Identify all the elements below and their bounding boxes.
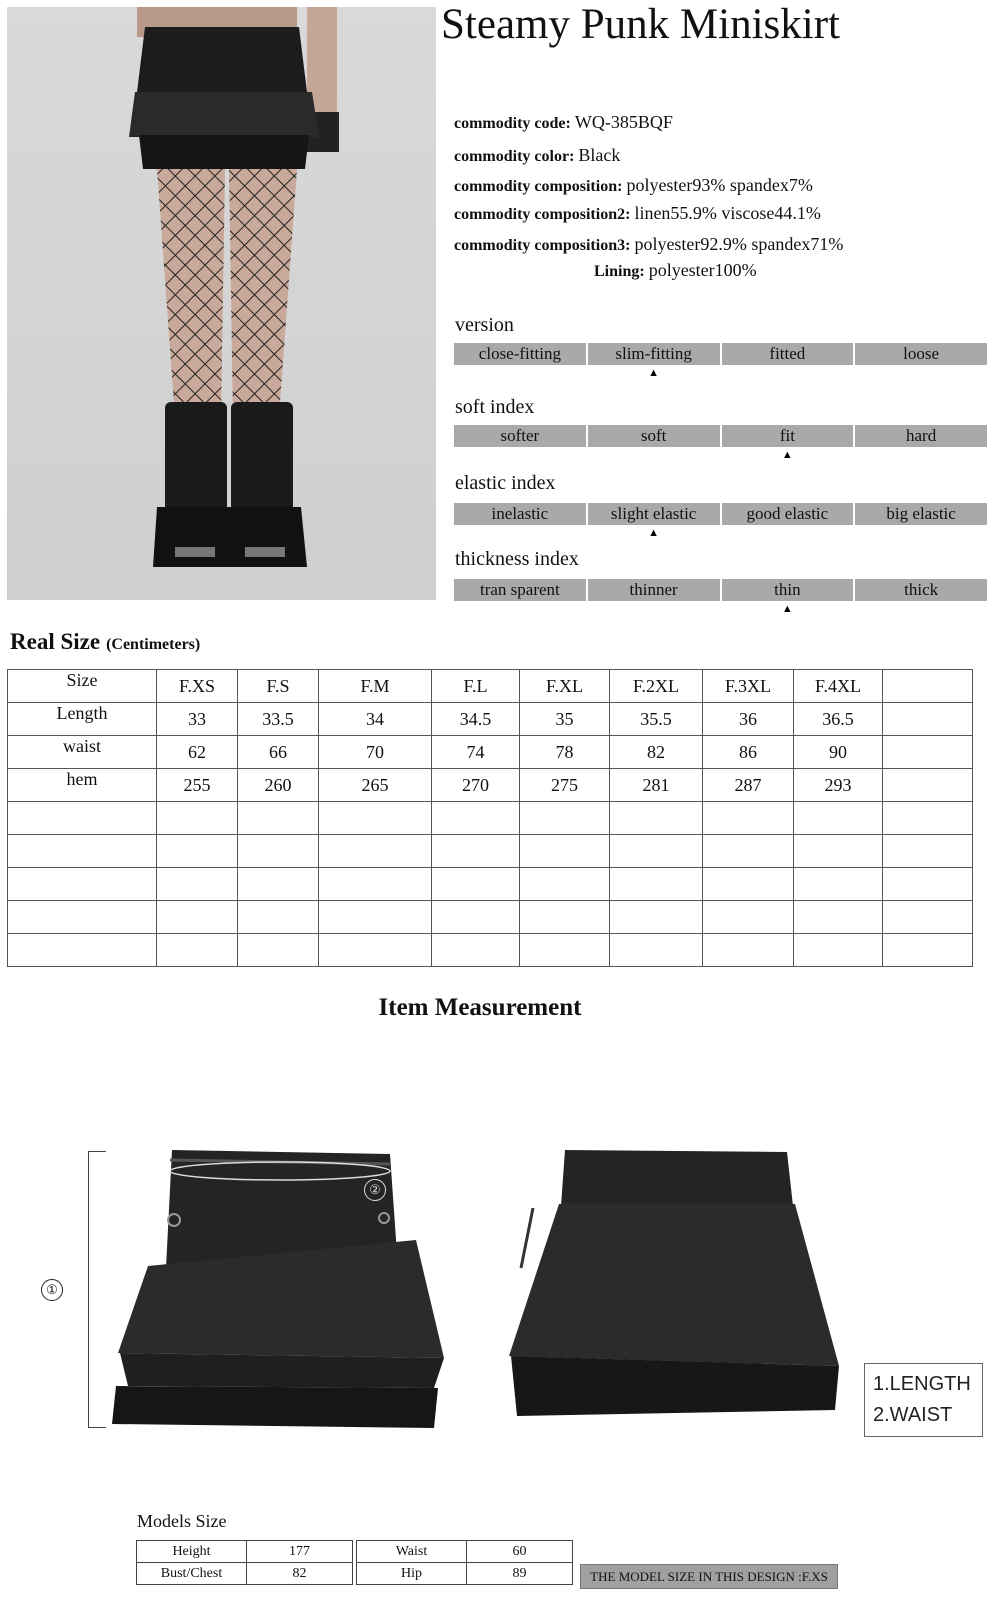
size-cell xyxy=(883,835,973,868)
index-option xyxy=(454,503,586,525)
index-option xyxy=(855,425,987,447)
size-row xyxy=(8,868,973,901)
selected-marker-icon: ▲ xyxy=(648,527,660,539)
size-header-cell: F.S xyxy=(238,670,319,703)
size-cell xyxy=(432,934,520,967)
size-cell xyxy=(610,901,703,934)
model-bust-label: Bust/Chest xyxy=(137,1563,247,1585)
model-hip-label: Hip xyxy=(357,1563,467,1585)
size-cell xyxy=(8,835,157,868)
size-cell xyxy=(157,901,238,934)
index-row xyxy=(454,579,987,615)
size-cell: 78 xyxy=(520,736,610,769)
index-option-label: tran sparent xyxy=(479,580,560,599)
index-option xyxy=(722,425,854,461)
spec-value: polyester100% xyxy=(648,260,757,280)
size-cell xyxy=(703,868,794,901)
size-cell xyxy=(794,934,883,967)
spec-key: commodity composition2: xyxy=(454,206,631,223)
size-cell: 260 xyxy=(238,769,319,802)
size-cell xyxy=(319,802,432,835)
size-cell xyxy=(883,901,973,934)
model-size-note: THE MODEL SIZE IN THIS DESIGN :F.XS xyxy=(580,1564,838,1589)
size-cell xyxy=(703,934,794,967)
index-option-label: slim-fitting xyxy=(615,344,692,363)
index-option-label: good elastic xyxy=(746,504,829,523)
index-option xyxy=(722,343,854,365)
models-table-right xyxy=(356,1540,573,1585)
size-row xyxy=(8,934,973,967)
size-cell xyxy=(883,736,973,769)
size-cell xyxy=(610,934,703,967)
size-header-cell xyxy=(883,670,973,703)
size-cell xyxy=(703,901,794,934)
size-cell xyxy=(703,802,794,835)
size-row xyxy=(8,835,973,868)
model-height-label: Height xyxy=(137,1541,247,1563)
index-label: version xyxy=(455,314,514,336)
size-cell: 34.5 xyxy=(432,703,520,736)
size-cell xyxy=(794,802,883,835)
selected-marker-icon: ▲ xyxy=(648,367,660,379)
index-option xyxy=(588,579,720,601)
spec-value: Black xyxy=(578,145,621,165)
index-option xyxy=(722,579,854,615)
spec-row xyxy=(454,234,843,255)
index-option-label: close-fitting xyxy=(478,344,561,363)
selected-marker-icon: ▲ xyxy=(781,449,793,461)
size-cell: waist xyxy=(8,736,157,769)
skirt-front-image xyxy=(108,1148,453,1438)
size-cell: 270 xyxy=(432,769,520,802)
size-cell: 34 xyxy=(319,703,432,736)
spec-key: commodity code: xyxy=(454,115,571,132)
size-cell xyxy=(157,802,238,835)
index-option xyxy=(588,425,720,447)
index-option-label: hard xyxy=(906,426,937,445)
size-header-row xyxy=(8,670,973,703)
size-cell: 255 xyxy=(157,769,238,802)
index-option-label: thick xyxy=(904,580,939,599)
size-cell: 70 xyxy=(319,736,432,769)
models-table-left xyxy=(136,1540,353,1585)
spec-key: commodity composition3: xyxy=(454,237,631,254)
size-header-cell: F.M xyxy=(319,670,432,703)
index-label: elastic index xyxy=(455,472,556,494)
product-title: Steamy Punk Miniskirt xyxy=(441,1,840,48)
size-cell xyxy=(883,868,973,901)
model-waist-value: 60 xyxy=(467,1541,573,1563)
size-cell xyxy=(238,934,319,967)
real-size-title xyxy=(10,629,200,655)
size-cell: 293 xyxy=(794,769,883,802)
size-header-cell: F.3XL xyxy=(703,670,794,703)
size-cell xyxy=(703,835,794,868)
model-bust-value: 82 xyxy=(247,1563,353,1585)
waist-marker: ② xyxy=(364,1179,386,1201)
size-cell xyxy=(238,802,319,835)
spec-row xyxy=(454,175,813,196)
legend-length: 1.LENGTH xyxy=(873,1373,971,1395)
spec-value: WQ-385BQF xyxy=(574,112,673,132)
size-cell xyxy=(520,835,610,868)
size-header-cell: F.XL xyxy=(520,670,610,703)
index-option-label: fitted xyxy=(769,344,806,363)
skirt-back-image xyxy=(505,1148,850,1433)
size-cell: 33 xyxy=(157,703,238,736)
size-cell: 35.5 xyxy=(610,703,703,736)
size-cell xyxy=(157,934,238,967)
spec-row xyxy=(454,203,821,224)
size-cell: 62 xyxy=(157,736,238,769)
size-cell xyxy=(520,802,610,835)
size-cell xyxy=(883,769,973,802)
index-option-label: big elastic xyxy=(886,504,956,523)
size-cell xyxy=(319,934,432,967)
size-cell: 66 xyxy=(238,736,319,769)
size-cell xyxy=(610,868,703,901)
size-cell: 281 xyxy=(610,769,703,802)
size-row xyxy=(8,901,973,934)
size-header-cell: F.2XL xyxy=(610,670,703,703)
index-option xyxy=(454,579,586,601)
size-cell xyxy=(319,868,432,901)
size-cell: hem xyxy=(8,769,157,802)
models-size-title: Models Size xyxy=(137,1511,227,1531)
size-cell xyxy=(432,802,520,835)
length-marker: ① xyxy=(41,1279,63,1301)
size-cell xyxy=(610,835,703,868)
size-cell: 287 xyxy=(703,769,794,802)
product-photo xyxy=(7,7,436,600)
index-label: soft index xyxy=(455,396,535,418)
index-option xyxy=(454,343,586,365)
size-cell xyxy=(8,868,157,901)
size-cell xyxy=(238,901,319,934)
selected-marker-icon: ▲ xyxy=(781,603,793,615)
size-cell: Length xyxy=(8,703,157,736)
index-row xyxy=(454,503,987,539)
size-cell xyxy=(8,934,157,967)
size-cell xyxy=(238,835,319,868)
spec-value: polyester93% spandex7% xyxy=(626,175,813,195)
size-cell xyxy=(8,802,157,835)
size-row xyxy=(8,736,973,769)
size-row xyxy=(8,802,973,835)
item-measurement-title: Item Measurement xyxy=(378,994,582,1021)
index-option-label: slight elastic xyxy=(610,504,697,523)
spec-key: commodity composition: xyxy=(454,178,623,195)
size-cell xyxy=(883,934,973,967)
size-cell: 33.5 xyxy=(238,703,319,736)
spec-key: Lining: xyxy=(594,263,645,280)
index-option-label: fit xyxy=(779,426,795,445)
size-cell xyxy=(432,835,520,868)
size-cell: 275 xyxy=(520,769,610,802)
index-option xyxy=(855,579,987,601)
index-option xyxy=(722,503,854,525)
size-cell: 74 xyxy=(432,736,520,769)
size-cell xyxy=(157,868,238,901)
size-cell xyxy=(238,868,319,901)
size-cell xyxy=(157,835,238,868)
real-size-unit: (Centimeters) xyxy=(106,636,201,653)
spec-row xyxy=(454,112,673,133)
size-cell xyxy=(794,901,883,934)
index-option xyxy=(454,425,586,447)
size-table xyxy=(7,669,973,967)
index-option-label: softer xyxy=(500,426,540,445)
size-cell: 36 xyxy=(703,703,794,736)
size-cell xyxy=(319,835,432,868)
size-header-cell: F.4XL xyxy=(794,670,883,703)
index-option-label: loose xyxy=(903,344,940,363)
size-cell: 35 xyxy=(520,703,610,736)
size-cell xyxy=(883,703,973,736)
size-row xyxy=(8,769,973,802)
size-cell xyxy=(319,901,432,934)
spec-value: polyester92.9% spandex71% xyxy=(634,234,844,254)
size-cell xyxy=(432,868,520,901)
index-option xyxy=(588,343,720,379)
size-cell xyxy=(8,901,157,934)
size-cell xyxy=(794,835,883,868)
legend-waist: 2.WAIST xyxy=(873,1404,953,1426)
size-header-cell: F.XS xyxy=(157,670,238,703)
spec-value: linen55.9% viscose44.1% xyxy=(634,203,821,223)
size-row xyxy=(8,703,973,736)
size-cell: 86 xyxy=(703,736,794,769)
model-height-value: 177 xyxy=(247,1541,353,1563)
spec-row xyxy=(594,260,757,281)
size-cell xyxy=(610,802,703,835)
model-waist-label: Waist xyxy=(357,1541,467,1563)
index-option-label: thin xyxy=(774,580,801,599)
spec-key: commodity color: xyxy=(454,148,575,165)
size-cell xyxy=(520,868,610,901)
size-cell: 90 xyxy=(794,736,883,769)
measurement-legend xyxy=(864,1363,983,1437)
size-header-cell: F.L xyxy=(432,670,520,703)
index-row xyxy=(454,343,987,379)
index-row xyxy=(454,425,987,461)
size-cell xyxy=(432,901,520,934)
size-cell xyxy=(520,934,610,967)
spec-row xyxy=(454,145,620,166)
index-option xyxy=(855,343,987,365)
index-label: thickness index xyxy=(455,548,579,570)
size-cell: 82 xyxy=(610,736,703,769)
size-header-cell: Size xyxy=(8,670,157,703)
index-option-label: thinner xyxy=(629,580,678,599)
model-hip-value: 89 xyxy=(467,1563,573,1585)
index-option-label: soft xyxy=(640,426,667,445)
size-cell xyxy=(520,901,610,934)
size-cell xyxy=(794,868,883,901)
length-dimension-bracket xyxy=(88,1151,106,1428)
real-size-heading: Real Size xyxy=(10,629,101,654)
index-option xyxy=(855,503,987,525)
index-option-label: inelastic xyxy=(491,504,549,523)
size-cell xyxy=(883,802,973,835)
size-cell: 265 xyxy=(319,769,432,802)
size-cell: 36.5 xyxy=(794,703,883,736)
index-option xyxy=(588,503,720,539)
